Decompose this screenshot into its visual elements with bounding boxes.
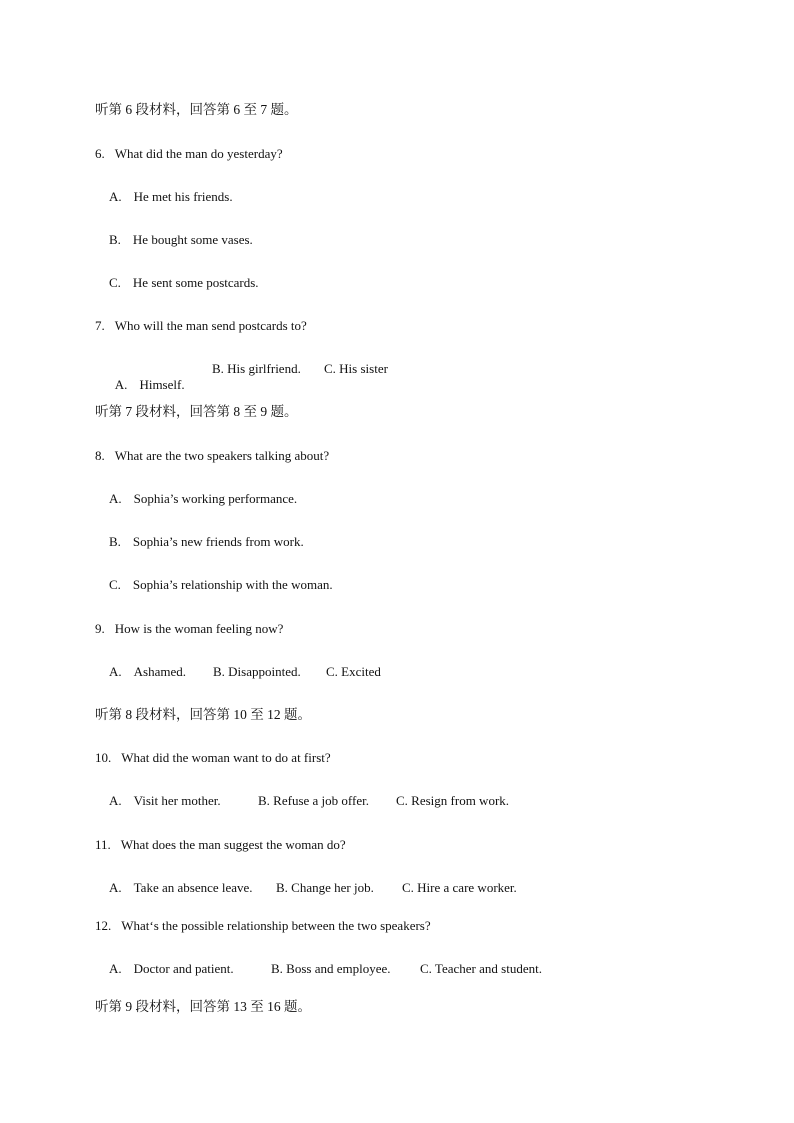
option-letter: B. xyxy=(109,232,121,247)
option-letter: A. xyxy=(109,491,122,506)
options-row-7 xyxy=(109,361,185,393)
option-9b: B. Disappointed. xyxy=(213,664,301,679)
option-12b: B. Boss and employee. xyxy=(271,961,391,976)
option-letter: A. xyxy=(109,189,122,204)
section-heading: 听第 7 段材料，回答第 8 至 9 题。 xyxy=(95,404,298,419)
section-heading: 听第 9 段材料，回答第 13 至 16 题。 xyxy=(95,999,311,1014)
question-7 xyxy=(95,318,307,334)
option-6a xyxy=(109,189,233,205)
option-text: He met his friends. xyxy=(133,189,233,204)
option-6b xyxy=(109,232,253,248)
section-heading: 听第 8 段材料，回答第 10 至 12 题。 xyxy=(95,707,311,722)
question-number: 12. xyxy=(95,918,112,933)
option-letter: A. xyxy=(109,793,122,808)
option-6c xyxy=(109,275,259,291)
question-8 xyxy=(95,448,329,464)
option-text: Visit her mother. xyxy=(133,793,221,808)
option-letter: C. xyxy=(109,275,121,290)
question-text: What did the man do yesterday? xyxy=(114,146,283,161)
option-8c xyxy=(109,577,333,593)
option-11c: C. Hire a care worker. xyxy=(402,880,517,895)
question-10 xyxy=(95,750,331,766)
option-letter: B. xyxy=(109,534,121,549)
option-text: Sophia’s new friends from work. xyxy=(132,534,304,549)
section-heading: 听第 6 段材料，回答第 6 至 7 题。 xyxy=(95,102,298,117)
option-10a xyxy=(109,793,221,809)
option-9c: C. Excited xyxy=(326,664,381,679)
option-text: Sophia’s relationship with the woman. xyxy=(132,577,333,592)
option-letter: A. xyxy=(114,377,128,392)
option-12c: C. Teacher and student. xyxy=(420,961,542,976)
option-text: He sent some postcards. xyxy=(132,275,259,290)
option-text: Doctor and patient. xyxy=(133,961,234,976)
option-letter: A. xyxy=(109,961,122,976)
question-number: 6. xyxy=(95,146,105,161)
option-text: Himself. xyxy=(139,377,185,392)
question-number: 7. xyxy=(95,318,105,333)
question-11 xyxy=(95,837,346,853)
option-8b xyxy=(109,534,304,550)
option-letter: A. xyxy=(109,664,122,679)
question-text: What are the two speakers talking about? xyxy=(114,448,330,463)
question-9 xyxy=(95,621,283,637)
question-number: 9. xyxy=(95,621,105,636)
question-number: 8. xyxy=(95,448,105,463)
option-text: He bought some vases. xyxy=(132,232,253,247)
question-12 xyxy=(95,918,431,934)
question-text: What does the man suggest the woman do? xyxy=(120,837,346,852)
option-text: Sophia’s working performance. xyxy=(133,491,298,506)
option-8a xyxy=(109,491,297,507)
question-number: 10. xyxy=(95,750,112,765)
question-text: What did the woman want to do at first? xyxy=(121,750,331,765)
option-7c: C. His sister xyxy=(324,361,388,376)
option-text: Take an absence leave. xyxy=(133,880,253,895)
option-11b: B. Change her job. xyxy=(276,880,374,895)
option-text: Ashamed. xyxy=(133,664,186,679)
option-10b: B. Refuse a job offer. xyxy=(258,793,369,808)
option-letter: C. xyxy=(109,577,121,592)
option-9a xyxy=(109,664,186,680)
question-number: 11. xyxy=(95,837,111,852)
option-11a xyxy=(109,880,253,896)
option-letter: A. xyxy=(109,880,122,895)
option-12a xyxy=(109,961,234,977)
option-10c: C. Resign from work. xyxy=(396,793,510,808)
question-text: How is the woman feeling now? xyxy=(114,621,284,636)
question-text: What‘s the possible relationship between the two speakers? xyxy=(121,918,431,933)
question-text: Who will the man send postcards to? xyxy=(114,318,307,333)
question-6 xyxy=(95,146,283,162)
option-7b: B. His girlfriend. xyxy=(212,361,301,376)
